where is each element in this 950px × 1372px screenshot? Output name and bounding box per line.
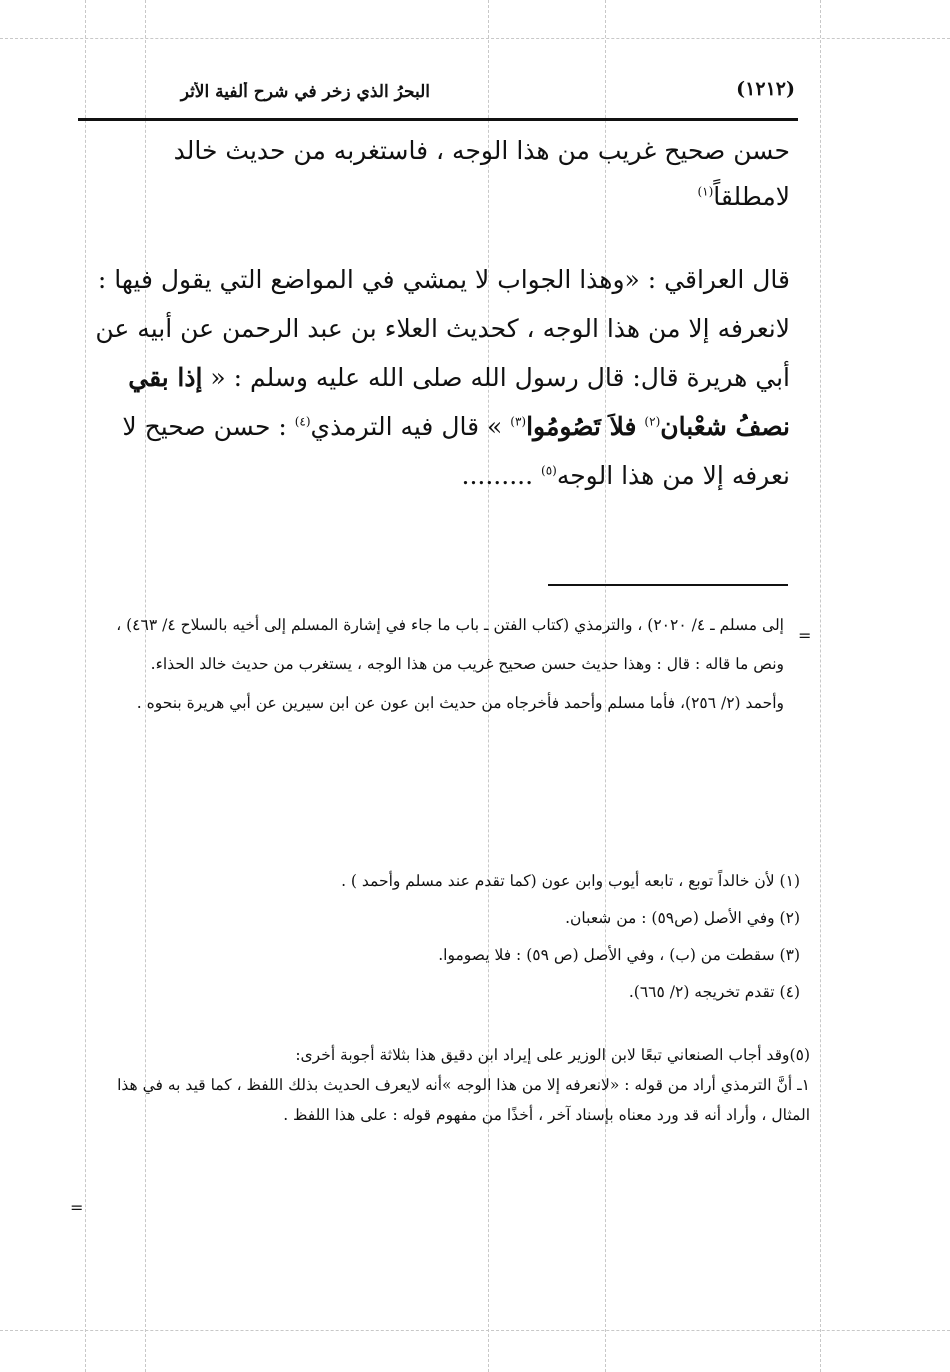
footnote-ref-3: (٣) (510, 414, 527, 429)
scan-guide-line (820, 0, 821, 1372)
paragraph-text: » قال فيه الترمذي (310, 412, 503, 441)
dotted-leader: ......... (461, 461, 534, 490)
footnote-5-heading (82, 1040, 810, 1070)
footnote-ref-1: (١) (697, 184, 714, 199)
footnote-paragraph: ونص ما قاله : قال : وهذا حديث حسن صحيح غريب من هذا الوجه ، يستغرب من حديث خالد الحذاء. (150, 655, 784, 673)
footnotes-list (150, 866, 800, 1014)
page-number: (١٢١٢) (736, 78, 795, 100)
footnote-ref-4: (٤) (294, 414, 311, 429)
footnote-number: (٢) (779, 909, 800, 927)
paragraph-text: حسن صحيح غريب من هذا الوجه ، فاستغربه من حديث خالد لامطلقاً (173, 136, 790, 211)
footnote-paragraph: إلى مسلم ـ ٤/ ٢٠٢٠) ، والترمذي (كتاب الفتن ـ باب ما جاء في إشارة المسلم إلى أخيه بالسلاح ٤/ ٤٦٣) ، (116, 616, 784, 634)
hadith-quote-part-1: إذا بقي نصفُ شعْبان (128, 363, 790, 441)
footnote-item (150, 866, 800, 896)
footnote-number: (٣) (779, 946, 800, 964)
footnote-text: وقد أجاب الصنعاني تبعًا لابن الوزير على إيراد ابن دقيق هذا بثلاثة أجوبة أخرى: (295, 1046, 790, 1064)
paragraph-text: : حسن صحيح لا نعرفه إلا من هذا الوجه (122, 412, 790, 490)
footnote-text: لأن خالداً توبع ، تابعه أيوب وابن عون (كما تقدم عند مسلم وأحمد ) . (341, 872, 775, 890)
running-header-title: البحرُ الذي زخر في شرح ألفية الأثر (180, 82, 430, 102)
footnote-text: تقدم تخريجه (٢/ ٦٦٥). (628, 983, 775, 1001)
continuation-mark-bottom: = (70, 1198, 84, 1217)
footnote-item (150, 940, 800, 970)
footnote-item (150, 977, 800, 1007)
footnote-number: (٤) (779, 983, 800, 1001)
body-paragraph-2 (82, 255, 790, 500)
footnote-text: سقطت من (ب) ، وفي الأصل (ص ٥٩) : فلا يصوموا. (438, 946, 775, 964)
body-paragraph-1 (82, 128, 790, 220)
scan-guide-line (0, 38, 950, 39)
footnote-item (150, 903, 800, 933)
footnote-5-point-1: ١ـ أنَّ الترمذي أراد من قوله : «لانعرفه إلا من هذا الوجه »أنه لايعرف الحديث بذلك اللفظ ، كما قيد به في هذا المثال ، وأراد أنه قد ورد معناه بإسناد آخر ، أخذًا من مفهوم قوله : على هذا اللفظ . (117, 1076, 810, 1124)
hadith-quote-part-2: فلاَ تَصُومُوا (526, 412, 637, 441)
footnote-continuation (84, 610, 784, 727)
footnote-paragraph: وأحمد (٢/ ٢٥٦)، فأما مسلم وأحمد فأخرجاه من حديث ابن عون عن ابن سيرين عن أبي هريرة بنحوه . (136, 694, 784, 712)
footnote-5 (82, 1040, 810, 1130)
paragraph-text: قال العراقي : «وهذا الجواب لا يمشي في المواضع التي يقول فيها : لانعرفه إلا من هذا الوجه ، كحديث العلاء بن عبد الرحمن عن أبيه عن أبي هريرة قال: قال رسول الله صلى الله عليه وسلم : « (95, 265, 790, 392)
footnote-ref-5: (٥) (541, 463, 557, 478)
footnote-separator (548, 584, 788, 586)
continuation-mark: = (798, 626, 812, 645)
footnote-number: (٥) (789, 1046, 810, 1064)
footnote-text: وفي الأصل (ص٥٩) : من شعبان. (565, 909, 775, 927)
scan-guide-line (0, 1330, 950, 1331)
footnote-number: (١) (779, 872, 800, 890)
footnote-ref-2: (٢) (644, 414, 661, 429)
header-rule (78, 118, 798, 121)
